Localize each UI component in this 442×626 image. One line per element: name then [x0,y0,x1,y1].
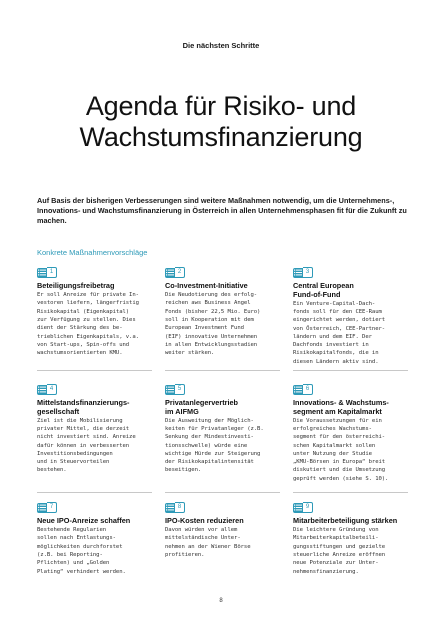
measure-description: Ein Venture-Capital-Dach- fonds soll für den CEE-Raum eingerichtet werden, dotiert von Österreich, CEE-Partner- ländern und dem EIF. Der Dachfonds investiert in Risikokapitalfonds, die in diesen Ländern aktiv sind. [293,300,386,365]
measure-title: Neue IPO-Anreize schaffen [37,516,131,525]
list-icon [165,503,175,513]
measure-badge [165,267,283,278]
list-icon [165,268,175,278]
measure-card-1 [37,267,155,357]
section-kicker: Die nächsten Schritte [182,41,260,50]
page-title-line-2: Wachstumsfinanzierung [79,122,363,152]
measure-description: Er soll Anreize für private In- vestoren liefern, längerfristig Risikokapital (Eigenkapital) zur Verfügung zu stellen. Dies dient der Stärkung des be- trieblichen Eigenkapitals, v.a. von Start-ups, Spin-offs und wachstumsorientierten KMU. [37,292,139,357]
measure-description: Die Ausweitung der Möglich- keiten für Privatanleger (z.B. Senkung der Mindestinvesti- tionsschwelle) würde eine wichtige Hürde zur Steigerung der Risikokapitalintensität beseitigen. [165,417,264,474]
measure-description: Davon würden vor allem mittelständische Unter- nehmen an der Wiener Börse profitieren. [165,527,251,558]
row-divider [165,370,280,371]
row-divider [37,370,152,371]
measure-title: Co-Investment-Initiative [165,281,248,290]
intro-paragraph: Auf Basis der bisherigen Verbesserungen sind weitere Maßnahmen notwendig, um die Unternehmens-, Innovations- und Wachstumsfinanzierung in Österreich in allen Unternehmensphasen fit für die Zukunft zu machen. [37,196,407,226]
measure-card-2 [165,267,283,357]
measure-card-3 [293,267,411,366]
page-number: 8 [219,598,223,604]
measure-title: Mitarbeiterbeteiligung stärken [293,516,398,525]
measure-number: 2 [175,267,185,278]
measure-badge [293,384,411,395]
measure-card-7 [37,502,155,576]
measure-badge [37,384,155,395]
measure-badge [293,267,411,278]
row-divider [165,492,280,493]
measure-description: Die Neudotierung des erfolg- reichen aws Business Angel Fonds (bisher 22,5 Mio. Euro) soll in Kooperation mit dem European Investment Fund (EIF) innovative Unternehmen in allen Entwicklungsstadien weiter stärken. [165,292,261,357]
measure-title: Innovations- & Wachstums- segment am Kapitalmarkt [293,398,389,416]
list-icon [293,268,303,278]
measure-number: 7 [47,502,57,513]
measure-title: Beteiligungsfreibetrag [37,281,115,290]
measure-description: Die Voraussetzungen für ein erfolgreiches Wachstums- segment für den österreichi- schen Kapitalmarkt sollen unter Nutzung der Studie „KMU-Börsen in Europa“ breit diskutiert und die Umsetzung geprüft werden (siehe S. 10). [293,417,389,482]
measure-title: IPO-Kosten reduzieren [165,516,244,525]
measure-badge [293,502,411,513]
page-title [0,91,442,153]
measure-badge [37,267,155,278]
measure-card-4 [37,384,155,475]
list-icon [37,503,47,513]
measure-number: 8 [175,502,185,513]
measure-number: 9 [303,502,313,513]
measure-card-9 [293,502,411,576]
list-icon [293,503,303,513]
row-divider [293,370,408,371]
measure-title: Central European Fund-of-Fund [293,281,354,299]
measure-number: 6 [303,384,313,395]
measure-number: 4 [47,384,57,395]
list-icon [37,385,47,395]
measure-card-8 [165,502,283,559]
measure-number: 5 [175,384,185,395]
measure-badge [165,502,283,513]
row-divider [293,492,408,493]
measure-card-6 [293,384,411,483]
measure-description: Die leichtere Gründung von Mitarbeiterkapitalbeteili- gungsstiftungen und gezielte steuerliche Anreize eröffnen neue Potenziale zur Unter- nehmensfinanzierung. [293,527,386,575]
measure-number: 1 [47,267,57,278]
list-icon [293,385,303,395]
list-icon [37,268,47,278]
row-divider [37,492,152,493]
measure-title: Privatanlegervertrieb im AIFMG [165,398,239,416]
measure-badge [37,502,155,513]
list-icon [165,385,175,395]
measure-number: 3 [303,267,313,278]
measure-title: Mittelstandsfinanzierungs- gesellschaft [37,398,130,416]
measure-description: Ziel ist die Mobilisierung privater Mittel, die derzeit nicht investiert sind. Anreize dafür können in verbesserten Investitionsbedingungen und in Steuervorteilen bestehen. [37,417,136,474]
section-label: Konkrete Maßnahmenvorschläge [37,248,148,257]
page-title-line-1: Agenda für Risiko- und [85,91,357,121]
measure-badge [165,384,283,395]
measure-description: Bestehende Regularien sollen nach Entlastungs- möglichkeiten durchforstet (z.B. bei Reporting- Pflichten) und „Golden Plating“ verhindert werden. [37,527,126,575]
measure-card-5 [165,384,283,475]
